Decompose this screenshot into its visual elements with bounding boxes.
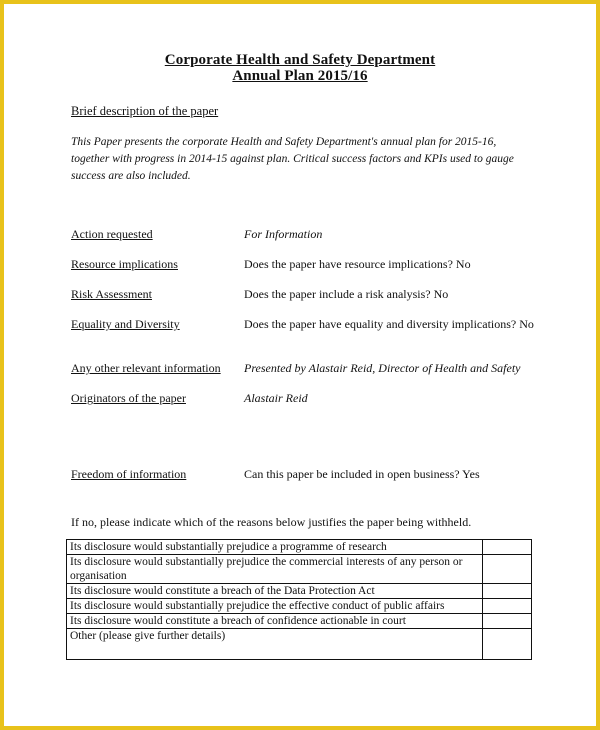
reason-text: Its disclosure would substantially prejudice a programme of research bbox=[67, 540, 483, 555]
field-label-originators: Originators of the paper bbox=[71, 391, 186, 405]
field-label-other-info: Any other relevant information bbox=[71, 361, 221, 375]
field-value-freedom-of-information: Can this paper be included in open business? Yes bbox=[244, 467, 480, 481]
field-label-equality-diversity: Equality and Diversity bbox=[71, 317, 180, 331]
field-value-risk-assessment: Does the paper include a risk analysis? No bbox=[244, 287, 449, 301]
withheld-reasons-table bbox=[66, 539, 532, 660]
reason-text: Its disclosure would substantially prejudice the commercial interests of any person or organisation bbox=[67, 555, 483, 584]
table-row bbox=[67, 540, 532, 555]
reason-text: Its disclosure would constitute a breach of the Data Protection Act bbox=[67, 584, 483, 599]
reason-text: Its disclosure would substantially prejudice the effective conduct of public affairs bbox=[67, 599, 483, 614]
reason-text: Its disclosure would constitute a breach of confidence actionable in court bbox=[67, 614, 483, 629]
table-row bbox=[67, 584, 532, 599]
table-row bbox=[67, 555, 532, 584]
field-label-resource-implications: Resource implications bbox=[71, 257, 178, 271]
field-value-equality-diversity: Does the paper have equality and diversity implications? No bbox=[244, 317, 534, 331]
reason-checkbox-cell[interactable] bbox=[483, 540, 532, 555]
field-label-action-requested: Action requested bbox=[71, 227, 153, 241]
reason-checkbox-cell[interactable] bbox=[483, 599, 532, 614]
field-value-resource-implications: Does the paper have resource implications? No bbox=[244, 257, 471, 271]
description-body: This Paper presents the corporate Health and Safety Department's annual plan for 2015-16, together with progress in 2014-15 against plan. Critical success factors and KPIs used to gauge success are also included. bbox=[71, 136, 514, 182]
reason-checkbox-cell[interactable] bbox=[483, 614, 532, 629]
document-title: Corporate Health and Safety Department bbox=[164, 52, 436, 68]
field-label-freedom-of-information: Freedom of information bbox=[71, 467, 187, 481]
field-value-other-info: Presented by Alastair Reid, Director of Health and Safety bbox=[244, 361, 521, 375]
document-subtitle: Annual Plan 2015/16 bbox=[232, 68, 368, 84]
description-heading: Brief description of the paper bbox=[71, 104, 219, 118]
document-page bbox=[4, 4, 596, 726]
reason-checkbox-cell[interactable] bbox=[483, 555, 532, 584]
table-row bbox=[67, 614, 532, 629]
field-value-action-requested: For Information bbox=[244, 227, 323, 241]
table-row bbox=[67, 599, 532, 614]
reason-checkbox-cell[interactable] bbox=[483, 629, 532, 660]
table-row bbox=[67, 629, 532, 660]
reason-text: Other (please give further details) bbox=[67, 629, 483, 660]
field-value-originators: Alastair Reid bbox=[244, 391, 308, 405]
withheld-prompt: If no, please indicate which of the reasons below justifies the paper being withheld. bbox=[71, 515, 472, 529]
field-label-risk-assessment: Risk Assessment bbox=[71, 287, 153, 301]
reason-checkbox-cell[interactable] bbox=[483, 584, 532, 599]
